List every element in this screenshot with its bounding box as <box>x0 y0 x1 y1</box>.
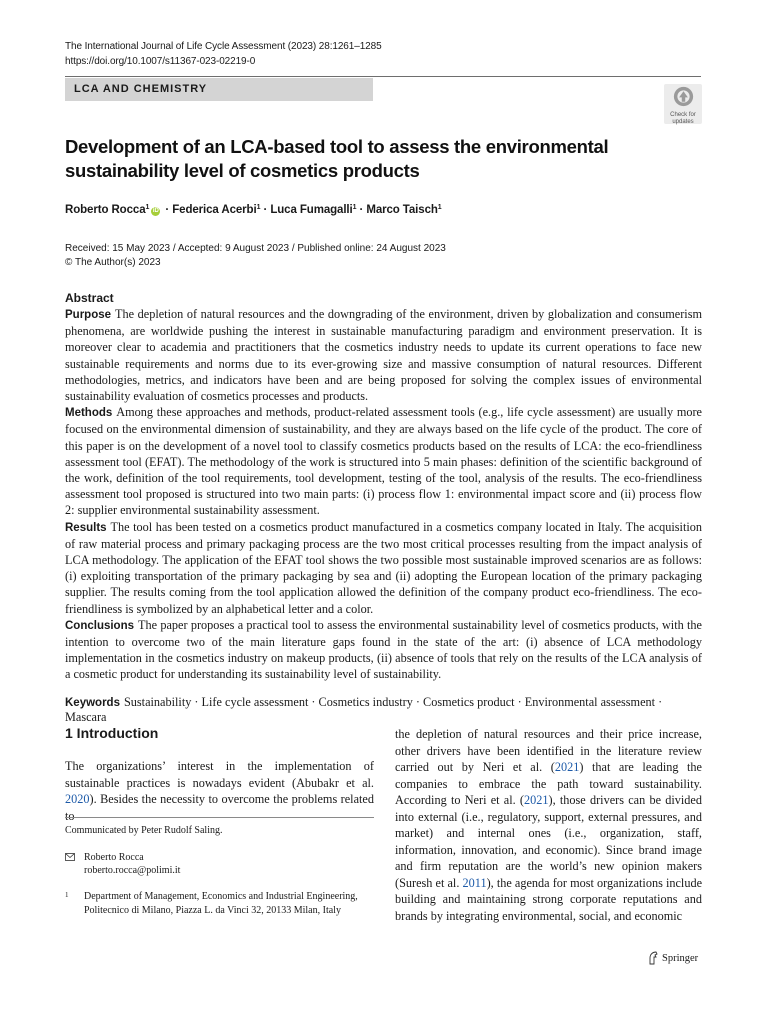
author-separator: · <box>356 204 367 216</box>
author-separator: · <box>162 204 173 216</box>
citation-link[interactable]: 2020 <box>65 792 90 806</box>
doi-link[interactable]: https://doi.org/10.1007/s11367-023-02219-0 <box>65 56 256 67</box>
intro-paragraph-right <box>395 726 702 924</box>
author-affiliation-mark: 1 <box>145 204 150 211</box>
abstract-label: Results <box>65 521 107 534</box>
abstract-label: Methods <box>65 407 113 420</box>
keywords-label: Keywords <box>65 697 120 709</box>
citation-link[interactable]: 2021 <box>524 793 549 807</box>
author-affiliation-mark: 1 <box>352 204 357 211</box>
body-text: ). Besides the necessity to overcome the problems related to <box>65 792 374 823</box>
abstract-body <box>65 306 702 683</box>
publication-dates <box>65 242 446 269</box>
copyright-line: © The Author(s) 2023 <box>65 256 161 268</box>
section-banner: LCA AND CHEMISTRY <box>65 78 373 101</box>
section-heading-introduction: 1 Introduction <box>65 725 159 741</box>
abstract-heading: Abstract <box>65 291 114 305</box>
dates-line: Received: 15 May 2023 / Accepted: 9 August 2023 / Published online: 24 August 2023 <box>65 243 446 254</box>
header-divider <box>65 76 701 77</box>
intro-paragraph-left <box>65 758 374 824</box>
corresponding-author-name: Roberto Rocca <box>84 852 144 863</box>
paper-title: Development of an LCA-based tool to assess the environmental sustainability level of cosmetics products <box>65 136 609 181</box>
abstract-text: The paper proposes a practical tool to assess the environmental sustainability level of cosmetics products, with the intention to overcome two of the main literature gaps found in the state of the art: (i) absence of LCA methodology implementation in the cosmetics industry on makeup products, (ii) absence of tools that rely on the results of the LCA analysis of a cosmetic product for understanding its sustainability level of sustainability. <box>65 617 702 682</box>
body-text: The organizations’ interest in the implementation of sustainable practices is nowadays evident (Abubakr et al. <box>65 759 374 790</box>
journal-citation: The International Journal of Life Cycle Assessment (2023) 28:1261–1285 <box>65 41 382 52</box>
abstract-text: Among these approaches and methods, product-related assessment tools (e.g., life cycle assessment) are usually more focused on the environmental dimension of sustainability, and they are always based on the life cycle of the product. The core of this paper is on the development of a novel tool to classify cosmetics products based on the results of LCA: the eco-friendliness assessment tool (EFAT). The methodology of the work is structured into 5 main phases: definition of the scientific background of the work, definition of the tool requirements, tool development, testing of the tool, analysis of the results. The eco-friendliness assessment tool proposed is structured into two main parts: (i) process flow 1: environmental impact score and (ii) process flow 2: supplier environmental sustainability assessment. <box>65 405 702 518</box>
abstract-methods <box>65 404 702 518</box>
check-for-updates-badge[interactable] <box>664 84 702 124</box>
envelope-icon <box>65 853 75 861</box>
check-updates-icon <box>673 86 694 107</box>
author-name[interactable]: Marco Taisch <box>366 204 438 216</box>
author-name[interactable]: Federica Acerbi <box>172 204 257 216</box>
body-text: ), those drivers can be divided into external (i.e., regulatory, support, external pressures, and market) and internal ones (i.e., organization, staff, information, innovation, and economic). Since brand image and firm reputation are the world’s new opinion makers (Suresh et al. <box>395 793 702 890</box>
author-affiliation-mark: 1 <box>256 204 261 211</box>
citation-link[interactable]: 2021 <box>554 760 580 774</box>
abstract-results <box>65 519 702 617</box>
author-list <box>65 204 442 216</box>
author-separator: · <box>260 204 271 216</box>
keywords <box>65 695 702 725</box>
corresponding-author-email[interactable]: roberto.rocca@polimi.it <box>84 865 181 876</box>
keywords-text: Sustainability · Life cycle assessment · Cosmetics industry · Cosmetics product · Environmental assessment · Mascara <box>65 695 663 724</box>
abstract-conclusions <box>65 617 702 683</box>
publisher-footer <box>647 951 698 965</box>
author-name[interactable]: Roberto Rocca <box>65 204 146 216</box>
citation-link[interactable]: 2011 <box>462 875 487 890</box>
body-text: ) that are leading the companies to embrace the path toward sustainability. According to Neri et al. ( <box>395 760 702 807</box>
body-text: ), the agenda for most organizations include building and maintaining strong corporate reputations and brands by integrating environmental, social, and economic <box>395 875 703 923</box>
check-updates-line1: Check for <box>670 112 696 118</box>
abstract-text: The depletion of natural resources and the downgrading of the environment, driven by globalization and consumerism phenomena, are worldwide pushing the interest in sustainable manufacturing paradigm and environment preservation. It is moreover clear to academia and practitioners that the cosmetics industry needs to update its current operations to face new sustainable requirements and norms due to its ever-growing size and massive consumption of natural resources. Different methodologies, metrics, and indicators have been and are being proposed for solving the complex issues of environmental sustainability evaluation of cosmetics processes and products. <box>65 307 702 404</box>
publisher-name: Springer <box>662 952 699 964</box>
check-updates-line2: updates <box>672 118 694 125</box>
communicated-by: Communicated by Peter Rudolf Saling. <box>65 825 223 836</box>
springer-horse-icon <box>647 951 659 965</box>
orcid-icon[interactable]: iD <box>152 208 159 214</box>
abstract-text: The tool has been tested on a cosmetics product manufactured in a cosmetics company located in Italy. The acquisition of raw material process and primary packaging process are the two most critical processes resulting from the impact analysis of LCA methodology. The application of the EFAT tool shows the two possible most sustainable improved scenarios are as follows: (i) exploiting transportation of the primary packaging by sea and (ii) adopting the European location of the primary packaging supplier. The results coming from the tool application allowed the definition of the company product eco-friendliness. The eco-friendliness is symbolized by an alphabetical letter and a color. <box>65 519 702 616</box>
abstract-label: Conclusions <box>65 619 135 632</box>
abstract-label: Purpose <box>65 309 112 321</box>
body-text: the depletion of natural resources and their price increase, other drivers have been identified in the literature review carried out by Neri et al. ( <box>395 727 702 774</box>
footnote-divider <box>65 817 374 818</box>
abstract-purpose <box>65 306 702 404</box>
author-name[interactable]: Luca Fumagalli <box>270 204 353 216</box>
affiliation-number: 1 <box>65 891 69 899</box>
affiliation-text: Department of Management, Economics and Industrial Engineering, Politecnico di Milano, Piazza L. da Vinci 32, 20133 Milan, Italy <box>84 891 358 916</box>
author-affiliation-mark: 1 <box>437 204 442 211</box>
